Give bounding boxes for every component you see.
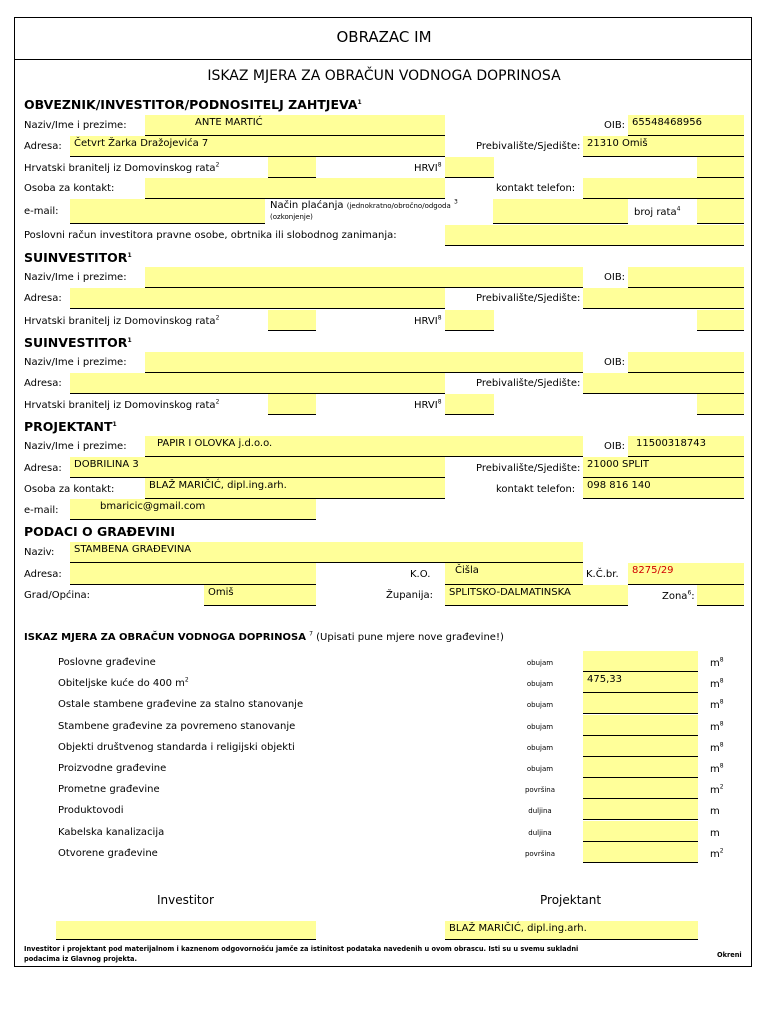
- gradevina-address-label: Adresa:: [24, 569, 62, 580]
- obveznik-heading: OBVEZNIK/INVESTITOR/PODNOSITELJ ZAHTJEVA$^1$: [24, 97, 362, 112]
- obveznik-payment-extra: (ozkonjenje): [270, 213, 313, 221]
- measure-value-field[interactable]: [583, 715, 698, 736]
- suinvestitor2-veteran-label: Hrvatski branitelj iz Domovinskog rata$^2$: [24, 398, 220, 411]
- obveznik-email-label: e-mail:: [24, 206, 59, 217]
- suinvestitor2-hrvi-field[interactable]: [445, 394, 494, 415]
- measure-type: obujam: [526, 722, 554, 731]
- projektant-contact-field[interactable]: BLAŽ MARIČIĆ, dipl.ing.arh.: [145, 478, 445, 499]
- obveznik-hrvi-label: HRVI$^8$: [414, 161, 442, 174]
- obveznik-name-label: Naziv/Ime i prezime:: [24, 120, 127, 131]
- measure-type: obujam: [526, 659, 554, 667]
- projektant-heading: PROJEKTANT$^1$: [24, 419, 117, 434]
- projektant-phone-field[interactable]: 098 816 140: [583, 478, 744, 499]
- projektant-email-field[interactable]: bmaricic@gmail.com: [70, 499, 316, 520]
- gradevina-city-field[interactable]: Omiš: [204, 585, 316, 606]
- measure-unit: $m^8$: [710, 741, 724, 754]
- projektant-contact-label: Osoba za kontakt:: [24, 484, 115, 495]
- obveznik-contact-field[interactable]: [145, 178, 445, 199]
- measure-unit: $m^2$: [710, 783, 724, 797]
- measure-label: Prometne građevine: [58, 784, 160, 796]
- obveznik-residence-field[interactable]: 21310 Omiš: [583, 136, 744, 157]
- suinvestitor2-heading: SUINVESTITOR$^1$: [24, 335, 132, 350]
- measure-type: obujam: [526, 701, 554, 710]
- suinvestitor1-address-label: Adresa:: [24, 293, 62, 304]
- measure-unit: m: [710, 827, 720, 839]
- projektant-name-field[interactable]: PAPIR I OLOVKA j.d.o.o.: [145, 436, 583, 457]
- measure-unit: $m^2$: [710, 847, 724, 860]
- measure-value-field[interactable]: [583, 736, 698, 757]
- investor-signature-field[interactable]: [56, 921, 316, 940]
- gradevina-ko-label: K.O.: [410, 569, 431, 580]
- obveznik-oib-label: OIB:: [604, 120, 626, 131]
- measure-value-field[interactable]: [583, 693, 698, 714]
- footer-statement-2: podacima iz Glavnog projekta.: [24, 955, 137, 963]
- suinvestitor1-residence-field[interactable]: [583, 288, 744, 309]
- suinvestitor1-hrvi-label: HRVI$^8$: [414, 314, 442, 327]
- projektant-residence-field[interactable]: 21000 SPLIT: [583, 457, 744, 478]
- measure-label: Produktovodi: [58, 805, 124, 817]
- measures-heading: ISKAZ MJERA ZA OBRAČUN VODNOGA DOPRINOSA $^7$ (Upisati pune mjere nove građevine!): [24, 630, 504, 643]
- suinvestitor1-heading: SUINVESTITOR$^1$: [24, 250, 132, 265]
- measure-type: obujam: [526, 765, 554, 773]
- projektant-phone-label: kontakt telefon:: [496, 484, 576, 495]
- measure-type: površina: [524, 849, 556, 858]
- measure-label: Ostale stambene građevine za stalno stanovanje: [58, 699, 304, 711]
- suinvestitor1-name-label: Naziv/Ime i prezime:: [24, 272, 127, 283]
- gradevina-zone-field[interactable]: [697, 585, 744, 606]
- measure-value-field[interactable]: 475,33: [583, 672, 698, 693]
- suinvestitor1-oib-label: OIB:: [604, 272, 626, 283]
- gradevina-ko-field[interactable]: Čišla: [445, 563, 583, 585]
- gradevina-name-label: Naziv:: [24, 547, 55, 558]
- obveznik-business-account-label: Poslovni račun investitora pravne osobe, obrtnika ili slobodnog zanimanja:: [24, 230, 397, 241]
- measure-label: Obiteljske kuće do 400 $m^2$: [58, 676, 189, 690]
- suinvestitor2-residence-label: Prebivalište/Sjedište:: [476, 378, 581, 389]
- measure-type: obujam: [526, 680, 554, 689]
- suinvestitor2-extra-field[interactable]: [697, 394, 744, 415]
- measure-label: Otvorene građevine: [58, 847, 158, 859]
- measure-label: Kabelska kanalizacija: [58, 826, 165, 838]
- suinvestitor1-oib-field[interactable]: [628, 267, 744, 288]
- gradevina-address-field[interactable]: [70, 563, 316, 585]
- measure-unit: $m^8$: [710, 762, 724, 775]
- obveznik-payment-field[interactable]: [493, 199, 628, 224]
- obveznik-business-account-field[interactable]: [445, 225, 744, 246]
- measure-label: Stambene građevine za povremeno stanovanje: [58, 720, 296, 732]
- measure-type: duljina: [528, 828, 552, 837]
- designer-signature-field[interactable]: BLAŽ MARIČIĆ, dipl.ing.arh.: [445, 921, 698, 940]
- measure-unit: m: [710, 806, 720, 818]
- obveznik-name-field[interactable]: ANTE MARTIĆ: [145, 115, 445, 136]
- footer-statement-1: Investitor i projektant pod materijalnom i kaznenom odgovornošću jamče za istinitost podataka navedenih u ovom obrascu. Isti su u svemu sukladni: [24, 945, 579, 953]
- obveznik-veteran-label: Hrvatski branitelj iz Domovinskog rata$^2$: [24, 161, 220, 174]
- suinvestitor1-hrvi-field[interactable]: [445, 310, 494, 331]
- form-code: OBRAZAC IM: [336, 28, 432, 46]
- suinvestitor2-address-label: Adresa:: [24, 378, 62, 389]
- measure-label: Objekti društvenog standarda i religijski objekti: [58, 741, 295, 753]
- obveznik-address-field[interactable]: Četvrt Žarka Dražojevića 7: [70, 136, 445, 157]
- suinvestitor1-veteran-label: Hrvatski branitelj iz Domovinskog rata$^2$: [24, 314, 220, 327]
- measure-type: obujam: [526, 743, 554, 752]
- measure-value-field[interactable]: [583, 842, 698, 863]
- gradevina-heading: PODACI O GRAĐEVINI: [24, 524, 176, 539]
- designer-label: Projektant: [540, 893, 602, 907]
- measure-unit: $m^8$: [710, 677, 724, 691]
- investor-label: Investitor: [157, 893, 214, 907]
- suinvestitor1-extra-field[interactable]: [697, 310, 744, 331]
- obveznik-oib-field[interactable]: 65548468956: [628, 115, 744, 136]
- obveznik-hrvi-field[interactable]: [445, 157, 494, 178]
- suinvestitor1-address-field[interactable]: [70, 288, 445, 309]
- measure-value-field[interactable]: [583, 821, 698, 842]
- suinvestitor1-residence-label: Prebivalište/Sjedište:: [476, 293, 581, 304]
- obveznik-extra-field[interactable]: [697, 157, 744, 178]
- gradevina-zone-label: Zona$^6$:: [662, 589, 695, 602]
- obveznik-email-field[interactable]: [70, 199, 265, 224]
- measure-type: duljina: [528, 807, 552, 816]
- measure-label: Poslovne građevine: [58, 657, 156, 668]
- measure-unit: $m^8$: [710, 720, 724, 733]
- gradevina-county-label: Županija:: [386, 590, 434, 601]
- gradevina-county-field[interactable]: SPLITSKO-DALMATINSKA: [445, 585, 628, 606]
- projektant-address-label: Adresa:: [24, 463, 62, 474]
- gradevina-kc-label: K.Č.br.: [586, 569, 619, 580]
- obveznik-residence-label: Prebivalište/Sjedište:: [476, 141, 581, 152]
- form-title: ISKAZ MJERA ZA OBRAČUN VODNOGA DOPRINOSA: [207, 68, 561, 84]
- suinvestitor2-name-field[interactable]: [145, 352, 583, 373]
- measure-value-field[interactable]: [583, 757, 698, 778]
- measure-unit: $m^8$: [710, 656, 724, 669]
- measure-unit: $m^8$: [710, 699, 724, 712]
- suinvestitor2-residence-field[interactable]: [583, 373, 744, 394]
- suinvestitor1-veteran-field[interactable]: [268, 310, 316, 331]
- gradevina-kc-field[interactable]: 8275/29: [628, 563, 744, 585]
- measure-label: Proizvodne građevine: [58, 763, 167, 774]
- obveznik-payment-label: Način plaćanja (jednokratno/obročno/odgoda $^3$: [270, 198, 458, 211]
- suinvestitor2-name-label: Naziv/Ime i prezime:: [24, 357, 127, 368]
- projektant-name-label: Naziv/Ime i prezime:: [24, 441, 127, 452]
- suinvestitor2-address-field[interactable]: [70, 373, 445, 394]
- obveznik-address-label: Adresa:: [24, 141, 62, 152]
- projektant-oib-field[interactable]: 11500318743: [628, 436, 744, 457]
- obveznik-phone-field[interactable]: [583, 178, 744, 199]
- suinvestitor2-oib-field[interactable]: [628, 352, 744, 373]
- obveznik-installments-label: broj rata$^4$: [634, 205, 681, 218]
- measure-type: površina: [524, 786, 556, 795]
- gradevina-name-field[interactable]: STAMBENA GRAĐEVINA: [70, 542, 583, 563]
- projektant-address-field[interactable]: DOBRILINA 3: [70, 457, 445, 478]
- suinvestitor1-name-field[interactable]: [145, 267, 583, 288]
- projektant-oib-label: OIB:: [604, 441, 626, 452]
- projektant-email-label: e-mail:: [24, 505, 59, 516]
- turn-page-label: Okreni: [717, 951, 742, 959]
- obveznik-installments-field[interactable]: [697, 199, 744, 224]
- measure-value-field[interactable]: [583, 651, 698, 672]
- suinvestitor2-oib-label: OIB:: [604, 357, 626, 368]
- suinvestitor2-veteran-field[interactable]: [268, 394, 316, 415]
- measure-value-field[interactable]: [583, 778, 698, 799]
- obveznik-phone-label: kontakt telefon:: [496, 183, 576, 194]
- gradevina-city-label: Grad/Općina:: [24, 590, 91, 601]
- suinvestitor2-hrvi-label: HRVI$^8$: [414, 398, 442, 411]
- obveznik-contact-label: Osoba za kontakt:: [24, 183, 115, 194]
- projektant-residence-label: Prebivalište/Sjedište:: [476, 463, 581, 474]
- obveznik-veteran-field[interactable]: [268, 157, 316, 178]
- measure-value-field[interactable]: [583, 799, 698, 820]
